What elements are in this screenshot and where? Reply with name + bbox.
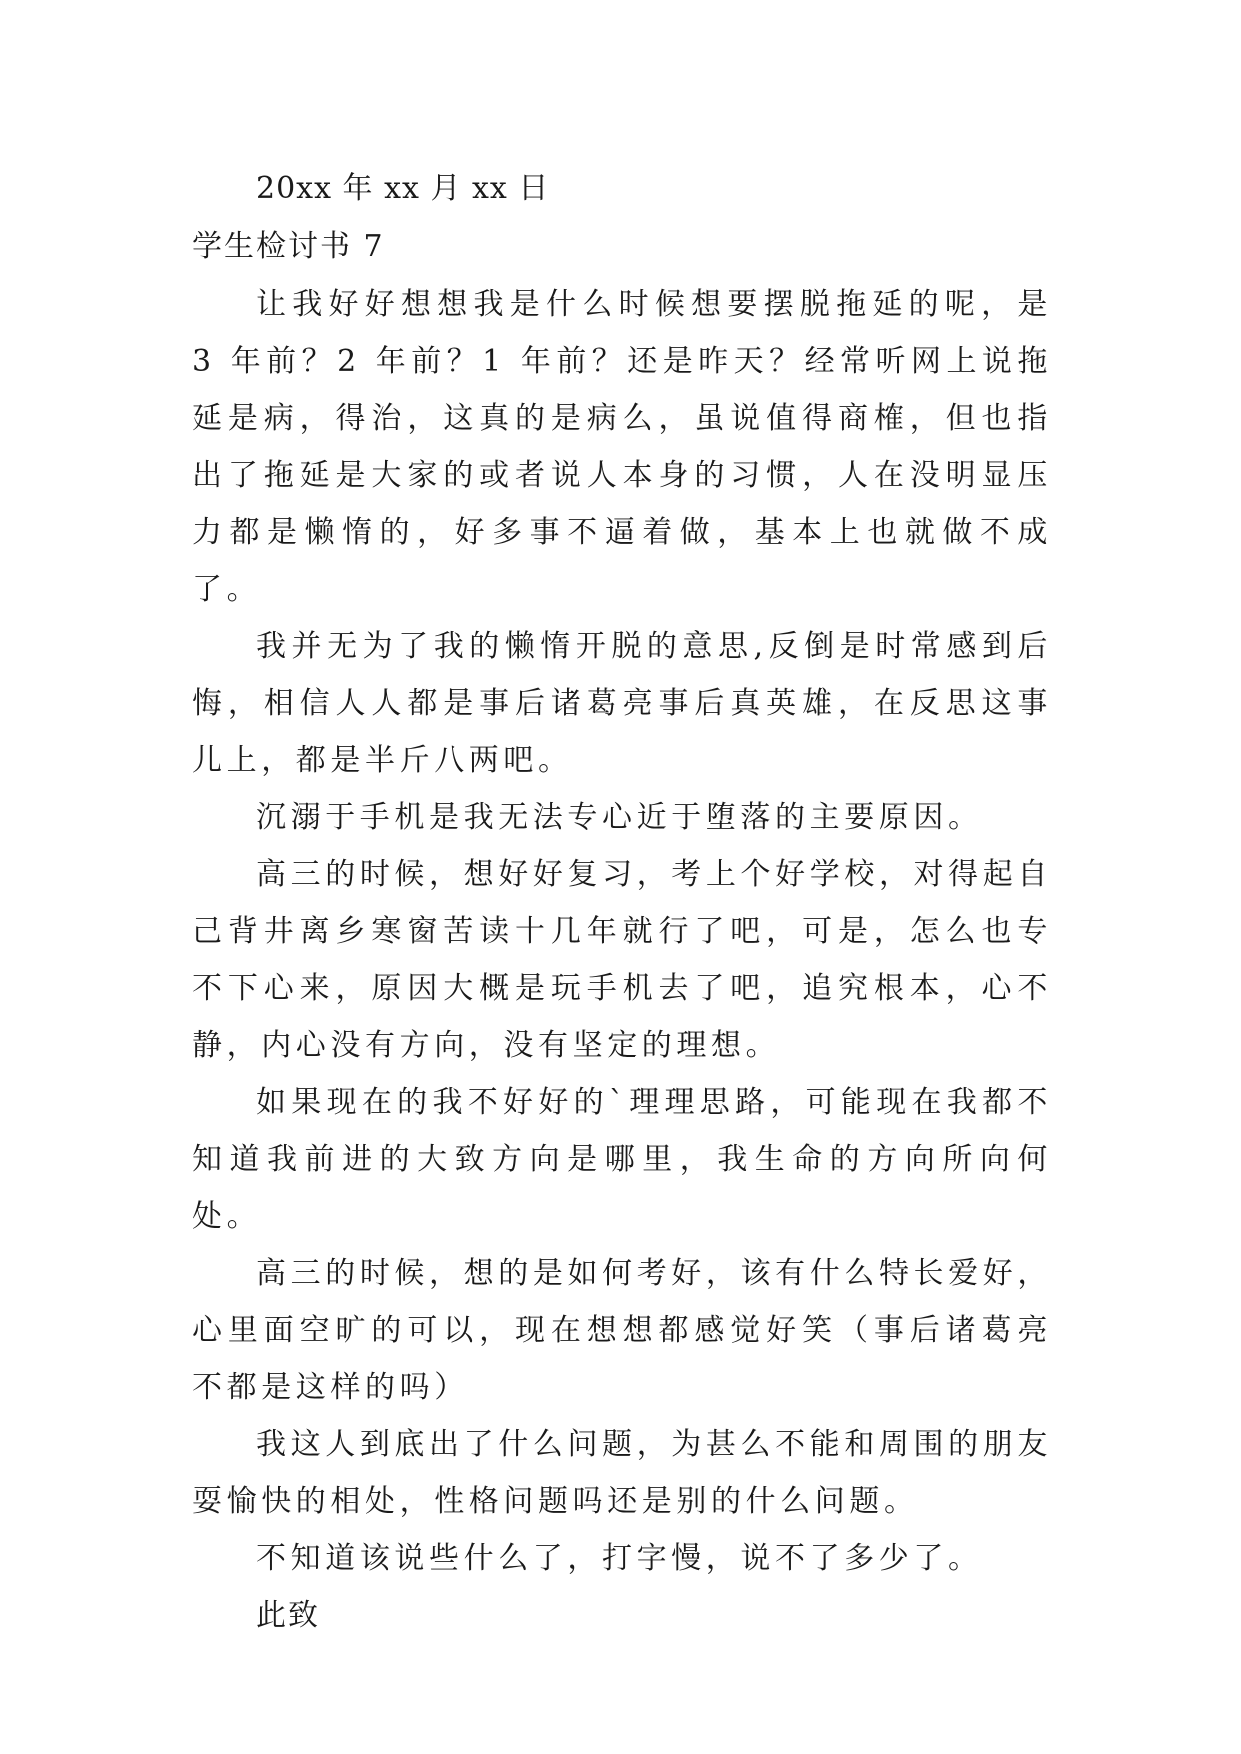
paragraph: 高三的时候，想好好复习，考上个好学校，对得起自己背井离乡寒窗苦读十几年就行了吧，可是，怎么也专不下心来，原因大概是玩手机去了吧，追究根本，心不静，内心没有方向，没有坚定的理想。 — [192, 857, 1052, 1063]
letter-date: 20xx 年 xx 月 xx 日 — [256, 171, 550, 206]
section-heading: 学生检讨书 7 — [192, 229, 385, 264]
paragraph: 我这人到底出了什么问题，为甚么不能和周围的朋友耍愉快的相处，性格问题吗还是别的什么问题。 — [192, 1427, 1052, 1519]
closing-salutation: 此致 — [256, 1598, 320, 1633]
paragraph: 让我好好想想我是什么时候想要摆脱拖延的呢，是 3 年前？2 年前？1 年前？还是昨天？经常听网上说拖延是病，得治，这真的是病么，虽说值得商榷，但也指出了拖延是大家的或者说人本身的习惯，人在没明显压力都是懒惰的，好多事不逼着做，基本上也就做不成了。 — [192, 287, 1052, 607]
paragraph: 高三的时候，想的是如何考好，该有什么特长爱好，心里面空旷的可以，现在想想都感觉好笑（事后诸葛亮不都是这样的吗） — [192, 1256, 1052, 1405]
paragraph: 沉溺于手机是我无法专心近于堕落的主要原因。 — [256, 800, 983, 835]
paragraph: 如果现在的我不好好的`理理思路，可能现在我都不知道我前进的大致方向是哪里，我生命的方向所向何处。 — [192, 1085, 1052, 1234]
paragraph: 不知道该说些什么了，打字慢，说不了多少了。 — [256, 1541, 983, 1576]
paragraph: 我并无为了我的懒惰开脱的意思,反倒是时常感到后悔，相信人人都是事后诸葛亮事后真英雄，在反思这事儿上，都是半斤八两吧。 — [192, 629, 1052, 778]
document-body — [192, 160, 1052, 1644]
